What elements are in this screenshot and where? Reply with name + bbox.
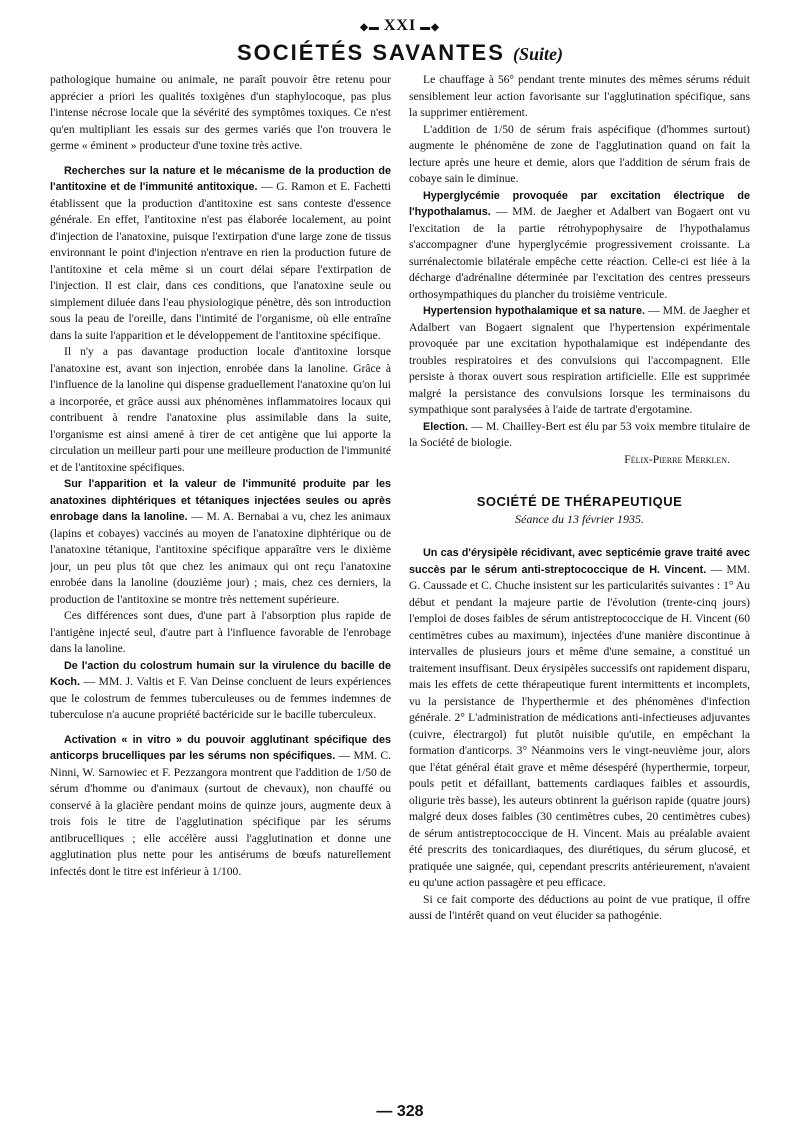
paragraph: pathologique humaine ou animale, ne paraît pouvoir être retenu pour apprécier a priori les qualités toxigènes d'un staphylocoque, pas plus l'intense nécrose locale que la sévérité des symptômes toxiques. Ce n'est qu'en multipliant les essais sur des germes variés que l'on trouvera le germe « éminent » producteur d'une toxine très active.: [50, 73, 391, 152]
running-title-suite: (Suite): [513, 44, 564, 64]
article-body: — M. Chailley-Bert est élu par 53 voix membre titulaire de la Société de biologie.: [409, 419, 750, 449]
article-heading: Activation « in vitro » du pouvoir agglutinant spécifique des anticorps brucelliques par les sérums non spécifiques.: [50, 733, 391, 762]
folio-number: XXI: [383, 17, 417, 34]
article-heading: Hyperglycémie provoquée par excitation électrique de l'hypothalamus.: [409, 189, 750, 218]
article-heading: Sur l'apparition et la valeur de l'immunité produite par les anatoxines diphtériques et tétaniques injectées seules ou après enrobage dans la lanoline.: [50, 478, 391, 523]
left-column: [50, 72, 391, 1084]
paragraph: L'addition de 1/50 de sérum frais aspécifique (d'hommes surtout) augmente le phénomène de zone de l'agglutination quand on fait la lecture après une heure et demie, alors que l'addition de sérum frais de cobaye sain le diminue.: [409, 122, 750, 185]
article-heading: De l'action du colostrum humain sur la virulence du bacille de Koch.: [50, 659, 391, 688]
article-heading: Recherches sur la nature et le mécanisme de la production de l'antitoxine et de l'immunité antitoxique.: [50, 164, 391, 193]
article-body: — MM. de Jaegher et Adalbert van Bogaert ont vu l'excitation de la partie rétrohypophysaire de l'hypothalamus s'accompagner d'une hyperglycémie progressivement croissante. La surrénalectomie bilatérale empêche cette réaction. Celle-ci est liée à la décharge d'adrénaline déterminée par l'excitation des centres presseurs orthosympathiques du plancher du troisième ventricule.: [409, 205, 750, 301]
ornament-left-icon: ◆▬: [360, 22, 380, 33]
two-column-body: [50, 72, 750, 1084]
article: [409, 545, 750, 892]
article: [409, 419, 750, 452]
article: [50, 732, 391, 881]
article: [50, 163, 391, 345]
article: [50, 658, 391, 724]
article-body: — M. A. Bernabai a vu, chez les animaux (lapins et cobayes) vaccinés au moyen de l'anatoxine diphtérique ou de l'anatoxine tétanique, l'antitoxine spécifique apparaître vers le dixième jour, un peu plus tôt que chez les animaux qui ont reçu l'anatoxine enrobée dans la lanoline (douzième jour) ; mais, chez ces derniers, la production de l'antitoxine se montre très nettement supérieure.: [50, 510, 391, 606]
paragraph: Il n'y a pas davantage production locale d'antitoxine lorsque l'anatoxine est, avant son injection, enrobée dans la lanoline. Grâce à l'influence de la lanoline qui dispense graduellement l'anatoxine qu'on lui a incorporée, et grâce aussi aux phénomènes inflammatoires locaux qui contribuent à rendre l'anatoxine plus assimilable dans la suite, l'organisme est ainsi amené à tirer de cet antigène que lui apporte la circulation un meilleur parti pour une meilleure production de l'immunité et de l'antitoxine spécifiques.: [50, 345, 391, 474]
article-body: — MM. G. Caussade et C. Chuche insistent sur les particularités suivantes : 1° Au début et pendant la majeure partie de l'évolution (trente-cinq jours) l'emploi de doses faibles de sérum antistreptococcique de H. Vincent (60 centimètres cubes au maximum), injectées d'une manière discontinue à intervalles de plusieurs jours et même d'une semaine, a constitué un traitement insuffisant. Deux érysipèles successifs ont rapidement disparu, mais les effets de cette thérapeutique furent intermittents et incomplets, vu la persistance de l'hyperthermie et des phénomènes d'infection générale. 2° L'administration de médications anti-infectieuses adjuvantes (cuivre, électrargol) fut plutôt nuisible qu'utile, en empêchant la formation d'anticorps. 3° Néanmoins vers le vingt-neuvième jour, alors que l'état général était grave et même désespéré (hyperthermie, torpeur, pouls petit et défaillant, battements cardiaques faibles et assourdis, oligurie très basse), les auteurs obtinrent la guérison rapide (quatre jours) malgré deux doses faibles (30 centimètres cubes, 20 centimètres cubes) de sérum antistreptococcique de H. Vincent. Mais au préalable avaient été prescrits des tonicardiaques, des diurétiques, du sérum glucosé, et pratiquée une saignée, qui, cependant prescrits antérieurement, n'avaient eu qu'une action passagère et peu efficace.: [409, 562, 750, 889]
article-body: — MM. C. Ninni, W. Sarnowiec et F. Pezzangora montrent que l'addition de 1/50 de sérum d'homme ou d'animaux (surtout de chevaux), non chauffé ou conservé à la glacière pendant moins de quinze jours, augmente deux à trois fois le titre de l'agglutination spécifique par les sérums antibrucelliques ; elle accélère aussi l'agglutination et donne une agglutination plus nette pour les antisérums de bœufs naturellement infectés dont le titre est inférieur à 1/100.: [50, 749, 391, 878]
paragraph: Le chauffage à 56° pendant trente minutes des mêmes sérums réduit sensiblement leur action favorisante sur l'agglutination spécifique, sans la supprimer entièrement.: [409, 73, 750, 119]
article: [409, 303, 750, 419]
article-heading: Un cas d'érysipèle récidivant, avec septicémie grave traité avec succès par le sérum anti-streptococcique de H. Vincent.: [409, 547, 750, 576]
society-session: Séance du 13 février 1935.: [515, 511, 644, 526]
article-body: — MM. de Jaegher et Adalbert van Bogaert signalent que l'hypertension expérimentale provoquée par une excitation hypothalamique est indépendante des troubles respiratoires et des convulsions qui l'accompagnent. Elle persiste à thorax ouvert sous respiration artificielle. Elle est supprimée malgré la persistance des convulsions lorsque les terminaisons du sympathique sont paralysées à l'aide de tartrate d'ergotamine.: [409, 304, 750, 416]
ornament-right-icon: ▬◆: [420, 22, 440, 33]
article-heading: Hypertension hypothalamique et sa nature.: [423, 305, 645, 317]
article-body: — G. Ramon et E. Fachetti établissent que la production d'antitoxine est sans conteste d'essence générale. En effet, l'antitoxine n'est pas élaborée localement, au point d'injection de l'anatoxine, puisque l'extirpation d'une large zone de tissus environnant le point d'injection n'entrave en rien la production future de l'antitoxine et cela même si un court délai sépare l'extirpation de l'injection. Il est clair, dans ces conditions, que l'anatoxine seule ou simplement diluée dans l'eau physiologique pénètre, dès son introduction sous la peau de l'oreille, dans l'intimité de l'organisme, où elle entraîne dans la suite l'apparition et le développement de l'antitoxine spécifique.: [50, 180, 391, 342]
running-title: SOCIÉTÉS SAVANTES: [236, 40, 505, 65]
page-number: — 328: [376, 1103, 424, 1120]
paragraph: Si ce fait comporte des déductions au point de vue pratique, il offre aussi de l'intérêt quand on veut élucider sa pathogénie.: [409, 892, 750, 922]
signature: Félix-Pierre Merklen.: [624, 452, 730, 466]
article: [409, 188, 750, 304]
article: [50, 476, 391, 608]
right-column: [409, 72, 750, 1084]
folio: [50, 14, 750, 38]
society-title: SOCIÉTÉ DE THÉRAPEUTIQUE: [476, 494, 683, 509]
article-body: — MM. J. Valtis et F. Van Deinse concluent de leurs expériences que le colostrum de femmes tuberculeuses ou de femmes indemnes de tuberculose n'a aucune propriété bactéricide sur le bacille tuberculeux.: [50, 675, 391, 721]
article-heading: Election.: [423, 420, 468, 433]
page-title: [50, 38, 750, 68]
paragraph: Ces différences sont dues, d'une part à l'absorption plus rapide de l'antigène injecté seul, d'autre part à l'influence favorable de l'enrobage dans la lanoline.: [50, 609, 391, 655]
